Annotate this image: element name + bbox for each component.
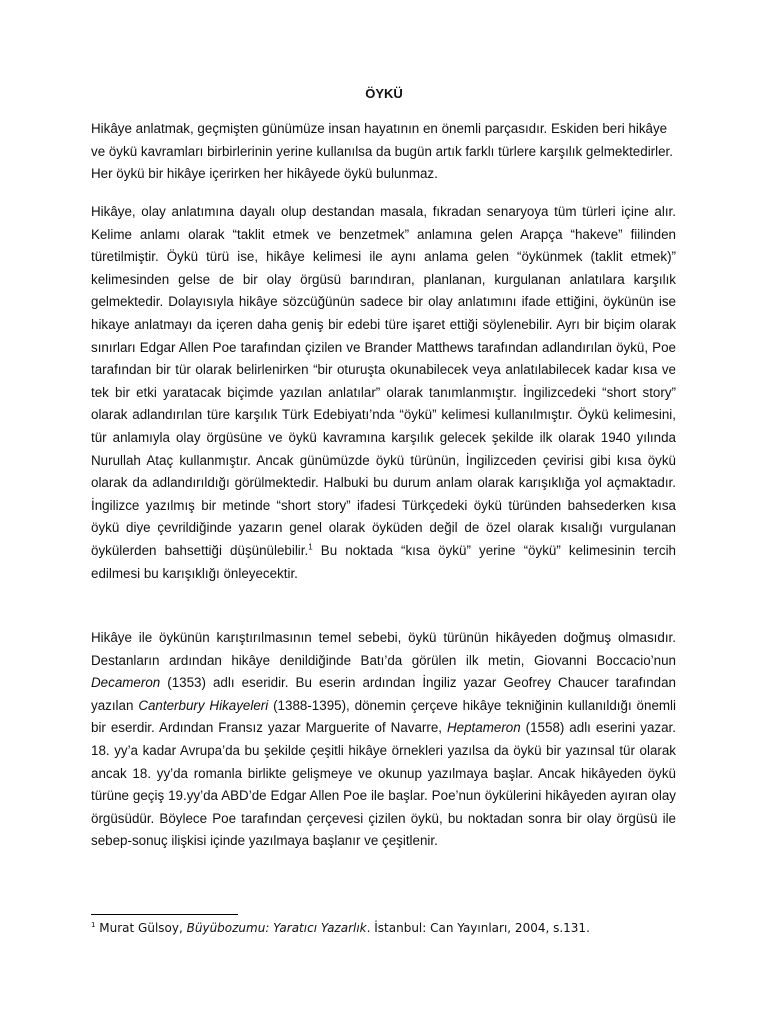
paragraph-text: Hikâye ile öykünün karıştırılmasının temel sebebi, öykü türünün hikâyeden doğmuş olmasıdır. Destanların ardından hikâye denildiğinde Batı’da görülen ilk metin, Giovanni Boccacio’nun bbox=[91, 630, 676, 668]
paragraph-text: Hikâye anlatmak, geçmişten günümüze insan hayatının en önemli parçasıdır. Eskiden beri hikâye ve öykü kavramları birbirlerinin yerine kullanılsa da bugün artık farklı türlere karşılık gelmektedirler. Her öykü bir hikâye içerirken her hikâyede öykü bulunmaz. bbox=[91, 121, 673, 182]
document-title: ÖYKÜ bbox=[365, 86, 403, 101]
paragraph-text: (1353) adlı eseridir. Bu eserin ardından İngiliz yazar Geofrey Chaucer tarafından yazılan bbox=[91, 675, 676, 713]
footnote-book-title: Büyübozumu: Yaratıcı Yazarlık bbox=[186, 921, 367, 935]
paragraph-text: (1558) adlı eserini yazar. 18. yy’a kadar Avrupa’da bu şekilde çeşitli hikâye örnekleri yazılsa da öykü bir yazınsal tür olarak ancak 18. yy’da romanla birlikte gelişmeye ve okunup yazılmaya başlar. Ancak hikâyeden öykü türüne geçiş 19.yy’da ABD’de Edgar Allen Poe ile başlar. Poe’nun öykülerini hikâyeden ayıran olay örgüsüdür. Böylece Poe tarafından çerçevesi çizilen öykü, bu noktadan sonra bir olay örgüsü ile sebep-sonuç ilişkisi içinde yazılmaya başlanır ve çeşitlenir. bbox=[91, 720, 676, 849]
work-title-heptameron: Heptameron bbox=[446, 720, 521, 736]
footnote-reference[interactable]: 1 bbox=[308, 542, 313, 552]
paragraph-history bbox=[91, 627, 676, 853]
footnote-separator bbox=[91, 914, 238, 915]
work-title-decameron: Decameron bbox=[91, 675, 161, 691]
paragraph-intro bbox=[91, 118, 676, 186]
footnote-author: Murat Gülsoy, bbox=[95, 921, 187, 935]
paragraph-text: Hikâye, olay anlatımına dayalı olup destandan masala, fıkradan senaryoya tüm türleri içine alır. Kelime anlamı olarak “taklit etmek ve benzetmek” anlamına gelen Arapça “hakeve” fiilinden türetilmiştir. Öykü türü ise, hikâye kelimesi ile aynı anlama gelen “öykünmek (taklit etmek)” kelimesinden gelse de bir olay örgüsü barındıran, planlanan, kurgulanan anlatılara karşılık gelmektedir. Dolayısıyla hikâye sözcüğünün sadece bir olay anlatımını ifade ettiğini, öykünün ise hikaye anlatmayı da içeren daha geniş bir edebi türe işaret ettiği söylenebilir. Ayrı bir biçim olarak sınırları Edgar Allen Poe tarafından çizilen ve Brander Matthews tarafından adlandırılan öykü, Poe tarafından bir tür olarak belirlenirken “bir oturuşta okunabilecek veya anlatılabilecek kadar kısa ve tek bir etki yaratacak biçimde yazılan anlatılar” olarak tanımlanmıştır. İngilizcedeki “short story” olarak adlandırılan türe karşılık Türk Edebiyatı’nda “öykü” kelimesi kullanılmıştır. Öykü kelimesini, tür anlamıyla olay örgüsüne ve öykü kavramına karşılık gelecek şekilde ilk olarak 1940 yılında Nurullah Ataç kullanmıştır. Ancak günümüzde öykü türünün, İngilizceden çevirisi gibi kısa öykü olarak da adlandırıldığı görülmektedir. Halbuki bu durum anlam olarak karışıklığa yol açmaktadır. İngilizce yazılmış bir metinde “short story” ifadesi Türkçedeki öykü türünden bahsederken kısa öykü diye çevrildiğinde yazarın genel olarak öyküden değil de özel olarak kısalığı vurgulanan öykülerden bahsettiği düşünülebilir. bbox=[91, 204, 676, 558]
paragraph-definition bbox=[91, 201, 676, 585]
footnote-publication: . İstanbul: Can Yayınları, 2004, s.131. bbox=[366, 921, 590, 935]
work-title-canterbury: Canterbury Hikayeleri bbox=[138, 697, 269, 713]
footnote-number: 1 bbox=[91, 921, 96, 929]
paragraph-text: (1388-1395), dönemin çerçeve hikâye tekniğinin kullanıldığı önemli bir eserdir. Ardından Fransız yazar Marguerite of Navarre, bbox=[91, 697, 677, 736]
paragraph-text: Bu noktada “kısa öykü” yerine “öykü” kelimesinin tercih edilmesi bu karışıklığı önleyecektir. bbox=[91, 542, 676, 581]
footnote bbox=[91, 920, 691, 936]
